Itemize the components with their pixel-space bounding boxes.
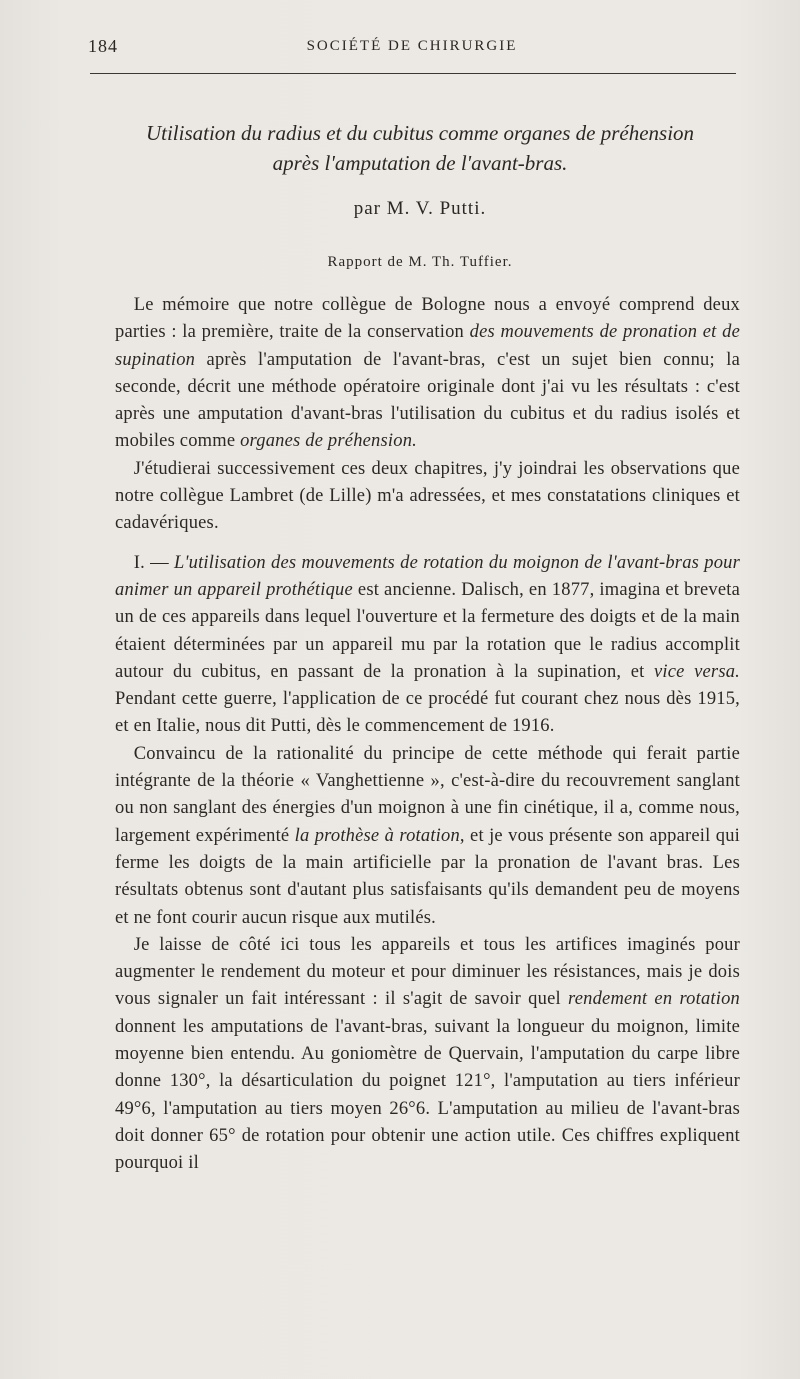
report-credit: Rapport de M. Th. Tuffier. (327, 254, 513, 270)
paragraph-1-text-a: Le mémoire que notre collègue de Bologne nous a envoyé comprend deux parties : la première, traite de la conservation (115, 295, 740, 343)
paragraph-2 (115, 456, 740, 538)
article-title-line-1: Utilisation du radius et du cubitus comme organes de préhension (145, 121, 695, 145)
paragraph-3-italic-2: vice versa. (654, 661, 740, 682)
running-head (88, 36, 736, 64)
paragraph-5-text-b: donnent les amputations de l'avant-bras, suivant la longueur du moignon, limite moyenne bien entendu. Au goniomètre de Quervain, l'amputation du carpe libre donne 130°, la désarticulation du poignet 121°, l'amputation au tiers inférieur 49°6, l'amputation au tiers moyen 26°6. L'amputation au milieu de l'avant-bras doit donner 65° de rotation pour obtenir une action utile. Ces chiffres expliquent pourquoi il (115, 1016, 740, 1174)
paragraph-1-italic-1: des mouvements de pronation et de supination (115, 322, 740, 370)
paragraph-3-text-a: est ancienne. Dalisch, en 1877, imagina et breveta un de ces appareils dans lequel l'ouverture et la fermeture des doigts et de la main étaient déterminées par un appareil mu par la rotation que le radius accomplit autour du cubitus, en passant de la pronation à la supination, et (115, 579, 740, 682)
article-title-line-2: après l'amputation de l'avant-bras. (272, 151, 568, 175)
header-rule (90, 73, 736, 74)
paragraph-4-text-b: , et je vous présente son appareil qui ferme les doigts de la main artificielle par la pronation de l'avant bras. Les résultats obtenus sont d'autant plus satisfaisants qu'ils demandent peu de moyens et ne font courir aucun risque aux mutilés. (115, 825, 740, 928)
paragraph-1-text-b: après l'amputation de l'avant-bras, c'est un sujet bien connu; la seconde, décrit une méthode opératoire originale dont j'ai vu les résultats : c'est après une amputation d'avant-bras l'utilisation du cubitus et du radius isolés et mobiles comme (115, 349, 740, 452)
journal-title: SOCIÉTÉ DE CHIRURGIE (306, 38, 518, 54)
paragraph-1-italic-2: organes de préhension. (240, 431, 417, 452)
article-body (115, 292, 740, 1178)
paragraph-2-text: J'étudierai successivement ces deux chapitres, j'y joindrai les observations que notre collègue Lambret (de Lille) m'a adressées, et mes constatations cliniques et cadavériques. (115, 458, 740, 534)
paragraph-4-italic: la prothèse à rotation (294, 825, 460, 846)
paragraph-3-text-b: Pendant cette guerre, l'application de ce procédé fut courant chez nous dès 1915, et en Italie, nous dit Putti, dès le commencement de 1916. (115, 689, 740, 737)
article-title (100, 118, 740, 178)
section-number: I. — (133, 552, 174, 573)
paragraph-5 (115, 932, 740, 1178)
page-number: 184 (88, 36, 118, 56)
section-heading-italic: L'utilisation des mouvements de rotation du moignon de l'avant-bras pour animer un appareil prothétique (115, 552, 740, 600)
paragraph-4-text-a: Convaincu de la rationalité du principe de cette méthode qui ferait partie intégrante de la théorie « Vanghettienne », c'est-à-dire du recouvrement sanglant ou non sanglant des énergies d'un moignon à une fin cinétique, il a, comme nous, largement expérimenté (115, 743, 740, 846)
paragraph-1 (115, 292, 740, 456)
paragraph-5-italic: rendement en rotation (568, 989, 740, 1010)
author-byline: par M. V. Putti. (353, 198, 487, 219)
paragraph-4 (115, 741, 740, 932)
paragraph-3 (115, 550, 740, 741)
paragraph-5-text-a: Je laisse de côté ici tous les appareils et tous les artifices imaginés pour augmenter le rendement du moteur et pour diminuer les résistances, mais je dois vous signaler un fait intéressant : il s'agit de savoir quel (115, 934, 740, 1010)
